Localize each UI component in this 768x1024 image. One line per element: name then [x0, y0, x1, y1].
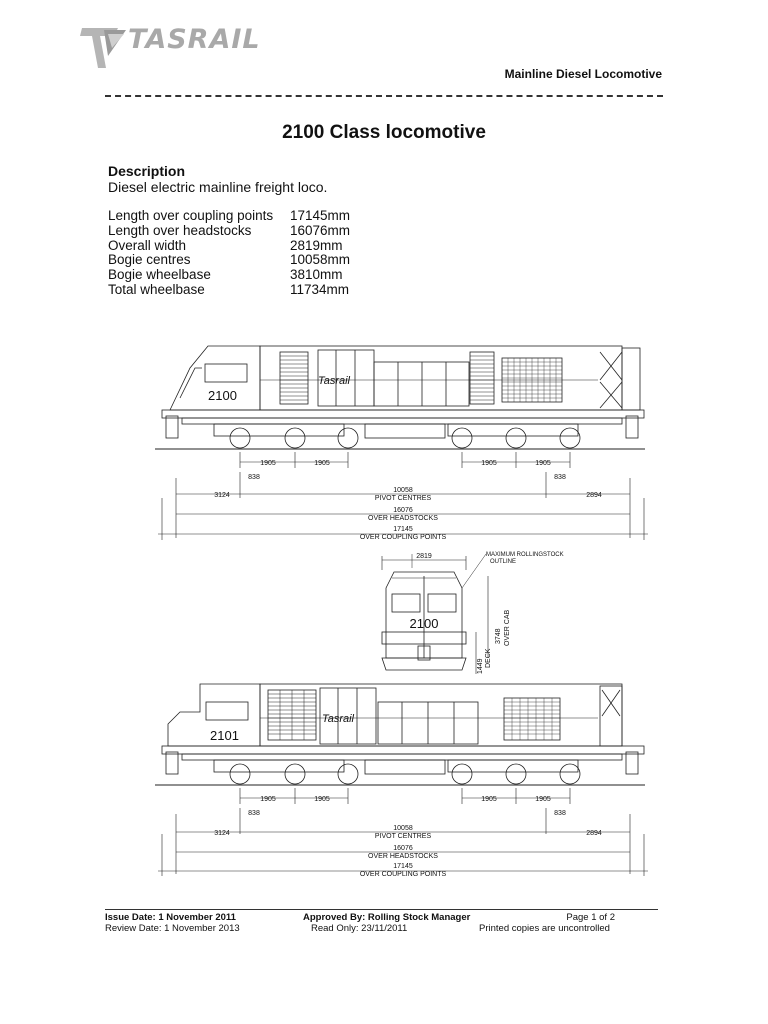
dimension-label: 16076	[393, 507, 413, 514]
spec-row	[108, 253, 350, 268]
dimension-label: 1905	[314, 796, 330, 803]
logo-wordmark: TASRAIL	[128, 24, 261, 55]
spec-row	[108, 224, 350, 239]
body-logo-text: Tasrail	[318, 375, 350, 387]
approved-by: Approved By: Rolling Stock Manager	[303, 912, 471, 923]
dimension-label: PIVOT CENTRES	[374, 833, 432, 840]
dimension-label: 10058	[393, 825, 413, 832]
dimension-label: PIVOT CENTRES	[374, 495, 432, 502]
dimension-label: 3748	[495, 628, 502, 644]
dimension-label: MAXIMUM ROLLINGSTOCK	[486, 552, 564, 558]
dimension-label: 17145	[393, 526, 413, 533]
dimension-label: OVER HEADSTOCKS	[368, 515, 438, 522]
review-date: Review Date: 1 November 2013	[105, 923, 240, 934]
dimension-label: 838	[554, 810, 566, 817]
dimension-label: 1905	[481, 460, 497, 467]
dimension-label: 2819	[416, 553, 432, 560]
front-elevation-drawing	[372, 548, 592, 678]
spec-row	[108, 268, 350, 283]
dimension-label: 838	[554, 474, 566, 481]
spec-label: Total wheelbase	[108, 281, 205, 297]
spec-label: Bogie wheelbase	[108, 267, 211, 283]
footer-page-info	[479, 912, 619, 934]
read-only-date: Read Only: 23/11/2011	[311, 923, 408, 934]
description-text: Diesel electric mainline freight loco.	[108, 179, 328, 195]
spec-value: 17145mm	[290, 208, 351, 223]
dimension-label: 3124	[214, 830, 230, 837]
spec-value: 11734mm	[290, 281, 350, 297]
printed-copies-note: Printed copies are uncontrolled	[479, 923, 610, 934]
dimension-label: 10058	[393, 487, 413, 494]
side-elevation-drawing-1	[150, 338, 650, 548]
spec-value: 10058mm	[290, 252, 351, 268]
loco-number-label: 2100	[208, 388, 237, 403]
dimension-label: 17145	[393, 863, 413, 870]
issue-date: Issue Date: 1 November 2011	[105, 912, 236, 923]
spec-label: Length over headstocks	[108, 222, 252, 238]
page-number: Page 1 of 2	[566, 912, 615, 923]
dimension-label: 2894	[586, 492, 602, 499]
footer-approval	[303, 912, 470, 934]
dimension-label: 1905	[260, 796, 276, 803]
dimension-label: 3124	[214, 492, 230, 499]
dimension-label: 1905	[481, 796, 497, 803]
document-type: Mainline Diesel Locomotive	[504, 67, 662, 81]
dimension-label: 1905	[314, 460, 330, 467]
spec-row	[108, 239, 350, 254]
dimension-label: DECK	[485, 648, 492, 668]
page-title: 2100 Class locomotive	[282, 122, 486, 143]
dimension-label: 2894	[586, 830, 602, 837]
side-elevation-drawing-2	[150, 672, 650, 884]
footer-dates	[105, 912, 240, 934]
spec-value: 3810mm	[290, 267, 343, 283]
dimension-label: OVER CAB	[504, 609, 511, 646]
spec-value: 2819mm	[290, 237, 343, 253]
body-logo-text: Tasrail	[322, 713, 354, 725]
dimension-label: 1449	[477, 658, 484, 674]
spec-row	[108, 209, 350, 224]
footer-divider	[105, 909, 658, 910]
dimension-label: OVER COUPLING POINTS	[359, 534, 447, 541]
dimension-label: 1905	[535, 796, 551, 803]
loco-number-label: 2101	[210, 728, 239, 743]
spec-label: Length over coupling points	[108, 208, 274, 223]
dimension-label: OUTLINE	[490, 559, 517, 565]
spec-row	[108, 283, 350, 298]
description-heading: Description	[108, 163, 186, 179]
dimension-label: 838	[248, 810, 260, 817]
spec-value: 16076mm	[290, 222, 351, 238]
front-loco-number: 2100	[409, 616, 439, 631]
dimension-label: OVER HEADSTOCKS	[368, 853, 438, 860]
spec-label: Bogie centres	[108, 252, 191, 268]
dimension-label: 1905	[260, 460, 276, 467]
dimension-label: OVER COUPLING POINTS	[359, 871, 447, 878]
header-divider	[105, 95, 663, 97]
dimension-label: 1905	[535, 460, 551, 467]
dimension-label: 16076	[393, 845, 413, 852]
specifications-table	[108, 209, 350, 298]
dimension-label: 838	[248, 474, 260, 481]
spec-label: Overall width	[108, 237, 187, 253]
